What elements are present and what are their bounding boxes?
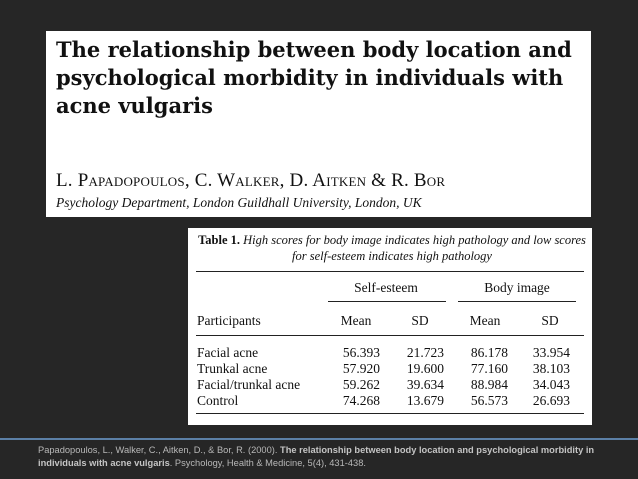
- group-rule-self-esteem: [328, 301, 446, 302]
- table-header-rule: [196, 335, 584, 336]
- body-image-sd: 33.954: [532, 345, 570, 360]
- participant-name: Control: [197, 393, 239, 408]
- column-header-sd: SD: [541, 313, 559, 328]
- citation-title: The relationship between body location and psychological morbidity in individuals with acne vulgaris: [38, 445, 595, 468]
- column-header-sd: SD: [411, 313, 429, 328]
- paper-affiliation: Psychology Department, London Guildhall University, London, UK: [56, 195, 422, 210]
- table-caption: [197, 232, 587, 264]
- column-header-mean: Mean: [469, 313, 501, 328]
- self-esteem-sd: 21.723: [406, 345, 444, 360]
- body-image-mean: 88.984: [470, 377, 508, 392]
- self-esteem-sd: 13.679: [406, 393, 444, 408]
- body-image-sd: 38.103: [532, 361, 570, 376]
- self-esteem-sd: 19.600: [406, 361, 444, 376]
- table-label: Table 1.: [198, 233, 240, 247]
- citation-authors: Papadopoulos, L., Walker, C., Aitken, D., & Bor, R. (2000).: [38, 445, 281, 455]
- body-image-sd: 26.693: [532, 393, 570, 408]
- citation-source: . Psychology, Health & Medicine, 5(4), 431-438.: [169, 457, 366, 468]
- body-image-mean: 86.178: [470, 345, 508, 360]
- paper-title: The relationship between body location and psychological morbidity in individuals with acne vulgaris: [56, 37, 572, 118]
- group-header-body-image: Body image: [484, 280, 550, 295]
- self-esteem-sd: 39.634: [406, 377, 444, 392]
- table-caption-text: High scores for body image indicates high pathology and low scores for self-esteem indicates high pathology: [243, 233, 586, 263]
- paper-authors: L. Papadopoulos, C. Walker, D. Aitken & R. Bor: [56, 170, 446, 191]
- body-image-mean: 56.573: [470, 393, 508, 408]
- participant-name: Facial/trunkal acne: [197, 377, 301, 392]
- column-header-participants: Participants: [197, 313, 261, 328]
- body-image-mean: 77.160: [470, 361, 508, 376]
- body-image-sd: 34.043: [532, 377, 570, 392]
- self-esteem-mean: 74.268: [342, 393, 380, 408]
- paper-title-card: [46, 31, 591, 217]
- self-esteem-mean: 59.262: [342, 377, 380, 392]
- footer-divider: [0, 438, 638, 440]
- self-esteem-mean: 57.920: [342, 361, 380, 376]
- table-top-rule: [196, 271, 584, 272]
- group-rule-body-image: [458, 301, 576, 302]
- participant-name: Facial acne: [197, 345, 259, 360]
- self-esteem-mean: 56.393: [342, 345, 380, 360]
- reference-citation: [38, 444, 618, 469]
- results-table: [188, 228, 592, 425]
- participant-name: Trunkal acne: [197, 361, 268, 376]
- table-bottom-rule: [196, 413, 584, 414]
- group-header-self-esteem: Self-esteem: [354, 280, 418, 295]
- column-header-mean: Mean: [340, 313, 372, 328]
